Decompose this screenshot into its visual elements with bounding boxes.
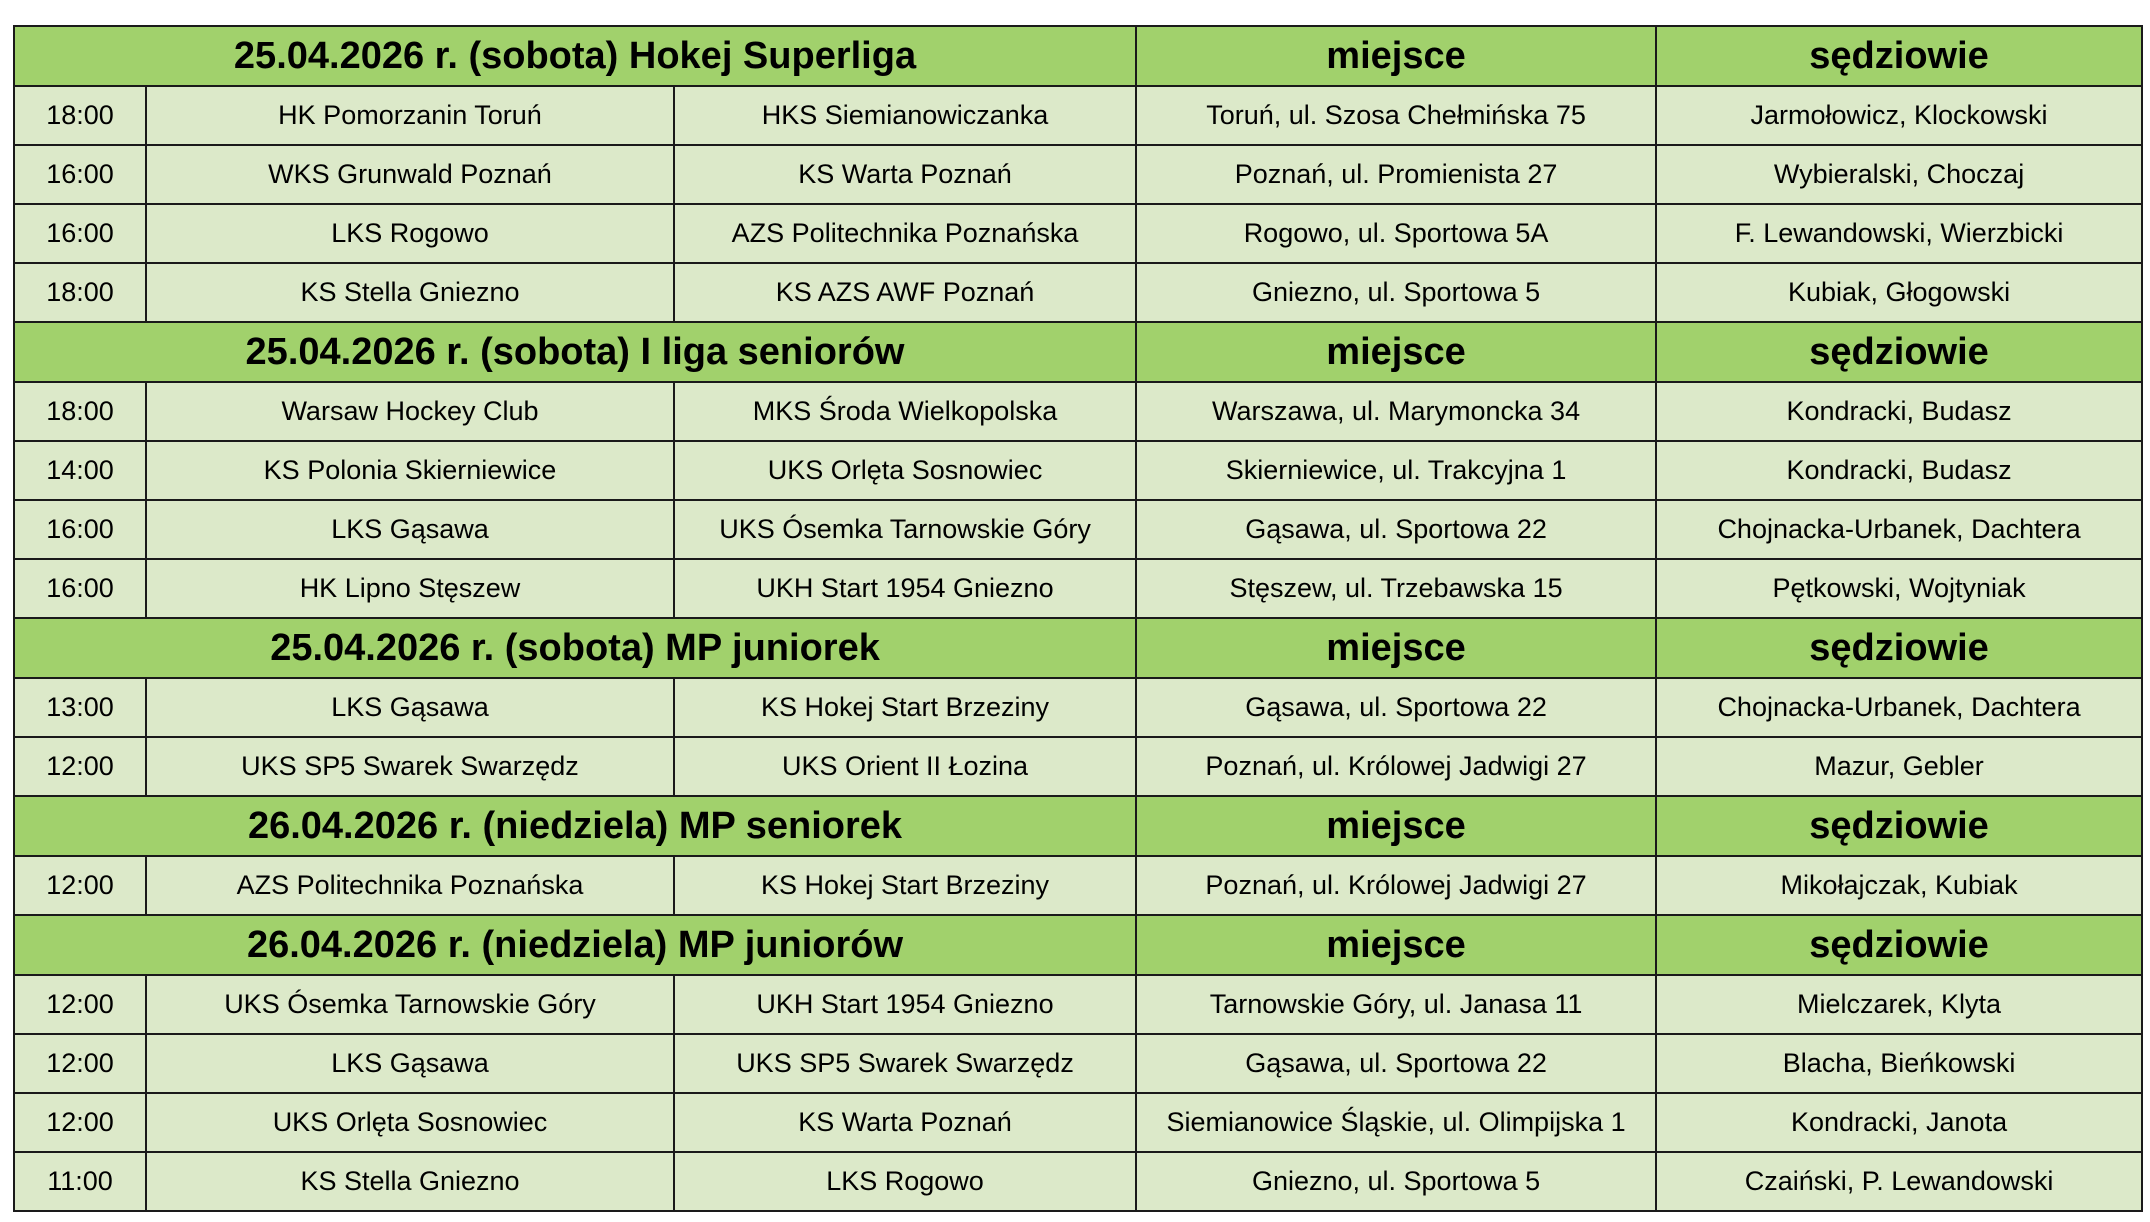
away-team: UKS Ósemka Tarnowskie Góry <box>674 500 1136 559</box>
referees-column-header: sędziowie <box>1656 796 2142 856</box>
referees-column-header: sędziowie <box>1656 618 2142 678</box>
referees-column-header: sędziowie <box>1656 915 2142 975</box>
section-header-row <box>14 796 2142 856</box>
match-time: 11:00 <box>14 1152 146 1211</box>
away-team: AZS Politechnika Poznańska <box>674 204 1136 263</box>
match-venue: Stęszew, ul. Trzebawska 15 <box>1136 559 1656 618</box>
match-venue: Warszawa, ul. Marymoncka 34 <box>1136 382 1656 441</box>
match-venue: Poznań, ul. Królowej Jadwigi 27 <box>1136 856 1656 915</box>
home-team: LKS Gąsawa <box>146 500 674 559</box>
match-referees: Kondracki, Budasz <box>1656 441 2142 500</box>
home-team: HK Lipno Stęszew <box>146 559 674 618</box>
match-schedule-table <box>13 25 2143 1212</box>
home-team: UKS Ósemka Tarnowskie Góry <box>146 975 674 1034</box>
match-time: 16:00 <box>14 559 146 618</box>
match-time: 12:00 <box>14 1034 146 1093</box>
match-row <box>14 86 2142 145</box>
match-referees: Czaiński, P. Lewandowski <box>1656 1152 2142 1211</box>
home-team: Warsaw Hockey Club <box>146 382 674 441</box>
match-venue: Gniezno, ul. Sportowa 5 <box>1136 1152 1656 1211</box>
place-column-header: miejsce <box>1136 915 1656 975</box>
match-referees: Blacha, Bieńkowski <box>1656 1034 2142 1093</box>
match-venue: Skierniewice, ul. Trakcyjna 1 <box>1136 441 1656 500</box>
match-venue: Siemianowice Śląskie, ul. Olimpijska 1 <box>1136 1093 1656 1152</box>
match-row <box>14 1093 2142 1152</box>
match-row <box>14 382 2142 441</box>
match-venue: Gąsawa, ul. Sportowa 22 <box>1136 678 1656 737</box>
match-venue: Poznań, ul. Promienista 27 <box>1136 145 1656 204</box>
match-row <box>14 975 2142 1034</box>
referees-column-header: sędziowie <box>1656 322 2142 382</box>
match-venue: Tarnowskie Góry, ul. Janasa 11 <box>1136 975 1656 1034</box>
match-row <box>14 441 2142 500</box>
match-referees: Kondracki, Budasz <box>1656 382 2142 441</box>
match-time: 18:00 <box>14 263 146 322</box>
section-title: 26.04.2026 r. (niedziela) MP juniorów <box>14 915 1136 975</box>
match-row <box>14 263 2142 322</box>
home-team: KS Stella Gniezno <box>146 263 674 322</box>
match-referees: Pętkowski, Wojtyniak <box>1656 559 2142 618</box>
match-venue: Toruń, ul. Szosa Chełmińska 75 <box>1136 86 1656 145</box>
match-referees: Jarmołowicz, Klockowski <box>1656 86 2142 145</box>
match-row <box>14 204 2142 263</box>
place-column-header: miejsce <box>1136 618 1656 678</box>
match-referees: Mikołajczak, Kubiak <box>1656 856 2142 915</box>
match-time: 16:00 <box>14 145 146 204</box>
away-team: UKS Orlęta Sosnowiec <box>674 441 1136 500</box>
match-venue: Gniezno, ul. Sportowa 5 <box>1136 263 1656 322</box>
referees-column-header: sędziowie <box>1656 26 2142 86</box>
match-row <box>14 1152 2142 1211</box>
home-team: LKS Gąsawa <box>146 678 674 737</box>
home-team: KS Polonia Skierniewice <box>146 441 674 500</box>
home-team: LKS Gąsawa <box>146 1034 674 1093</box>
match-time: 16:00 <box>14 500 146 559</box>
home-team: WKS Grunwald Poznań <box>146 145 674 204</box>
match-time: 14:00 <box>14 441 146 500</box>
section-title: 25.04.2026 r. (sobota) Hokej Superliga <box>14 26 1136 86</box>
match-row <box>14 559 2142 618</box>
place-column-header: miejsce <box>1136 26 1656 86</box>
match-row <box>14 145 2142 204</box>
match-row <box>14 678 2142 737</box>
match-row <box>14 1034 2142 1093</box>
match-time: 12:00 <box>14 975 146 1034</box>
away-team: UKS Orient II Łozina <box>674 737 1136 796</box>
match-referees: Chojnacka-Urbanek, Dachtera <box>1656 678 2142 737</box>
home-team: UKS SP5 Swarek Swarzędz <box>146 737 674 796</box>
match-venue: Gąsawa, ul. Sportowa 22 <box>1136 500 1656 559</box>
away-team: MKS Środa Wielkopolska <box>674 382 1136 441</box>
place-column-header: miejsce <box>1136 322 1656 382</box>
match-referees: Mielczarek, Klyta <box>1656 975 2142 1034</box>
match-time: 12:00 <box>14 856 146 915</box>
match-time: 12:00 <box>14 1093 146 1152</box>
match-referees: Kubiak, Głogowski <box>1656 263 2142 322</box>
match-referees: Chojnacka-Urbanek, Dachtera <box>1656 500 2142 559</box>
section-header-row <box>14 26 2142 86</box>
away-team: KS Hokej Start Brzeziny <box>674 678 1136 737</box>
away-team: KS Warta Poznań <box>674 1093 1136 1152</box>
match-time: 18:00 <box>14 86 146 145</box>
match-referees: Mazur, Gebler <box>1656 737 2142 796</box>
away-team: KS AZS AWF Poznań <box>674 263 1136 322</box>
match-time: 18:00 <box>14 382 146 441</box>
away-team: UKH Start 1954 Gniezno <box>674 975 1136 1034</box>
match-referees: Wybieralski, Choczaj <box>1656 145 2142 204</box>
home-team: UKS Orlęta Sosnowiec <box>146 1093 674 1152</box>
match-venue: Rogowo, ul. Sportowa 5A <box>1136 204 1656 263</box>
away-team: LKS Rogowo <box>674 1152 1136 1211</box>
home-team: HK Pomorzanin Toruń <box>146 86 674 145</box>
away-team: KS Hokej Start Brzeziny <box>674 856 1136 915</box>
section-title: 26.04.2026 r. (niedziela) MP seniorek <box>14 796 1136 856</box>
home-team: AZS Politechnika Poznańska <box>146 856 674 915</box>
match-referees: Kondracki, Janota <box>1656 1093 2142 1152</box>
match-time: 12:00 <box>14 737 146 796</box>
match-venue: Poznań, ul. Królowej Jadwigi 27 <box>1136 737 1656 796</box>
section-header-row <box>14 618 2142 678</box>
section-header-row <box>14 322 2142 382</box>
away-team: KS Warta Poznań <box>674 145 1136 204</box>
match-venue: Gąsawa, ul. Sportowa 22 <box>1136 1034 1656 1093</box>
home-team: KS Stella Gniezno <box>146 1152 674 1211</box>
match-referees: F. Lewandowski, Wierzbicki <box>1656 204 2142 263</box>
place-column-header: miejsce <box>1136 796 1656 856</box>
away-team: UKS SP5 Swarek Swarzędz <box>674 1034 1136 1093</box>
match-row <box>14 856 2142 915</box>
away-team: UKH Start 1954 Gniezno <box>674 559 1136 618</box>
match-time: 16:00 <box>14 204 146 263</box>
section-title: 25.04.2026 r. (sobota) I liga seniorów <box>14 322 1136 382</box>
match-row <box>14 500 2142 559</box>
section-header-row <box>14 915 2142 975</box>
section-title: 25.04.2026 r. (sobota) MP juniorek <box>14 618 1136 678</box>
match-row <box>14 737 2142 796</box>
away-team: HKS Siemianowiczanka <box>674 86 1136 145</box>
home-team: LKS Rogowo <box>146 204 674 263</box>
match-time: 13:00 <box>14 678 146 737</box>
